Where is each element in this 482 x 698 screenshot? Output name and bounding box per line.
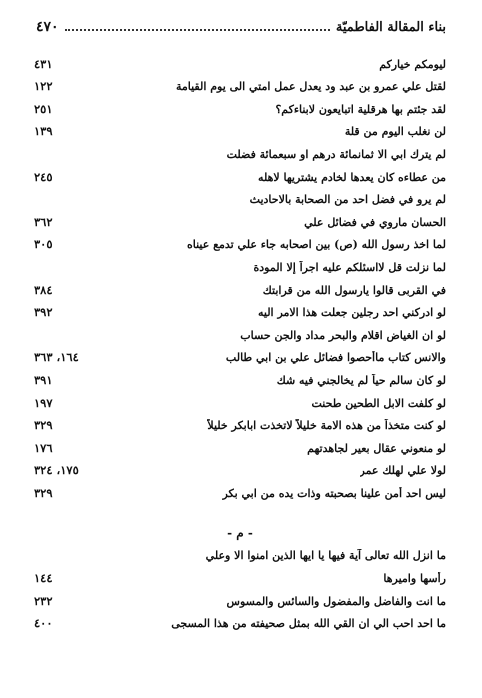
entry-text: في القربى قالوا يارسول الله من قرابتك: [262, 283, 446, 297]
index-entry: [34, 319, 446, 342]
section-letter-heading: - م -: [227, 525, 253, 540]
entry-text: ما انزل الله تعالى آية فيها يا ايها الذين امنوا الا وعلي: [205, 549, 446, 563]
index-entry: [34, 184, 446, 207]
index-entry: [34, 410, 446, 433]
entry-pages: ١٣٩: [34, 124, 53, 139]
index-entry: [34, 608, 446, 631]
entry-text: لولا علي لهلك عمر: [359, 464, 446, 478]
entry-text: لو ادركني احد رجلين جعلت هذا الامر اليه: [257, 306, 446, 320]
entry-pages: ١٧٦: [34, 440, 53, 455]
index-entry: [34, 138, 446, 161]
index-entry: [34, 432, 446, 455]
index-entry: [34, 455, 446, 478]
index-entry: [34, 93, 446, 116]
entry-pages: ٣٢٩: [34, 485, 53, 500]
entry-text: لما نزلت قل لااسئلكم عليه اجراً إلا المودة: [253, 260, 446, 274]
index-entry: [34, 71, 446, 94]
entry-text: لو كلفت الابل الطحين طحنت: [311, 396, 446, 410]
entry-text: لم يترك ابي الا ثمانمائة درهم او سبعمائة فضلت: [226, 147, 446, 161]
index-entry: [34, 251, 446, 274]
entry-text: ما احد احب الي ان القي الله بمثل صحيفته من هذا المسجى: [171, 617, 446, 631]
entry-pages: ٢٣٢: [34, 593, 53, 608]
entry-pages: ١٧٥، ٣٢٤: [34, 463, 79, 478]
index-entry: [34, 585, 446, 608]
index-entry: [34, 364, 446, 387]
index-entries: [34, 48, 446, 630]
entry-text: لما اخذ رسول الله (ص) بين اصحابه جاء علي تدمع عيناه: [186, 238, 446, 252]
entry-pages: ٣٩٢: [34, 305, 53, 320]
entry-text: لقتل علي عمرو بن عبد ود يعدل عمل امتي الى يوم القيامة: [175, 80, 446, 94]
index-entry-continuation: [34, 342, 446, 365]
index-entry-continuation: [34, 161, 446, 184]
index-entry: [34, 229, 446, 252]
entry-text: ليس احد أمن علينا بصحبته وذات يده من ابي بكر: [222, 486, 446, 500]
entry-text: رأسها واميرها: [383, 572, 446, 586]
entry-pages: ٢٤٥: [34, 169, 53, 184]
index-entry-continuation: [34, 562, 446, 585]
index-entry: [34, 48, 446, 71]
entry-pages: ١٤٤: [34, 571, 53, 586]
index-entry: [34, 477, 446, 500]
entry-text: لو منعوني عقال بعير لجاهدتهم: [307, 441, 446, 455]
entry-pages: ٤٠٠: [34, 616, 53, 631]
page-header: [36, 16, 446, 38]
entry-text: والانس كتاب ماأحصوا فضائل علي بن ابي طالب: [225, 351, 446, 365]
index-entry-continuation: [34, 206, 446, 229]
index-entry-continuation: [34, 274, 446, 297]
entry-text: ليومكم خياركم: [379, 57, 446, 71]
entry-text: لن نغلب اليوم من قلة: [344, 125, 446, 139]
entry-text: لو كان سالم حياً لم يخالجني فيه شك: [276, 373, 446, 387]
page-number: ٤٧٠: [36, 19, 59, 35]
entry-pages: ٣٦٢: [34, 214, 53, 229]
entry-text: ما انت والفاضل والمفضول والسائس والمسوس: [226, 594, 446, 608]
index-entry: [34, 540, 446, 563]
entry-pages: ٢٥١: [34, 101, 53, 116]
entry-text: من عطاءه كان يعدها لخادم يشتريها لاهله: [258, 170, 446, 184]
entry-text: الحسان ماروي في فضائل علي: [304, 215, 446, 229]
running-title: بناء المقالة الفاطميّة: [335, 19, 446, 35]
entry-pages: ٣٠٥: [34, 237, 53, 252]
entry-text: لو ان الغياض اقلام والبحر مداد والجن حساب: [240, 328, 446, 342]
entry-pages: ٣٩١: [34, 372, 53, 387]
entry-text: لو كنت متخذاً من هذه الامة خليلاً لاتخذت ابابكر خليلاً: [207, 419, 446, 433]
entry-pages: ١٩٧: [34, 395, 53, 410]
entry-text: لقد جئتم بها هرقلية اتبايعون لابناءكم؟: [275, 102, 446, 116]
entry-pages: ٤٣١: [34, 56, 53, 71]
header-leader-dots: [65, 29, 330, 31]
entry-pages: ١٦٤، ٣٦٣: [34, 350, 79, 365]
entry-pages: ٣٨٤: [34, 282, 53, 297]
index-entry: [34, 297, 446, 320]
entry-pages: ٣٢٩: [34, 418, 53, 433]
entry-text: لم يرو في فضل احد من الصحابة بالاحاديث: [249, 193, 446, 207]
entry-pages: ١٢٢: [34, 79, 53, 94]
index-entry: [34, 387, 446, 410]
index-entry: [34, 116, 446, 139]
